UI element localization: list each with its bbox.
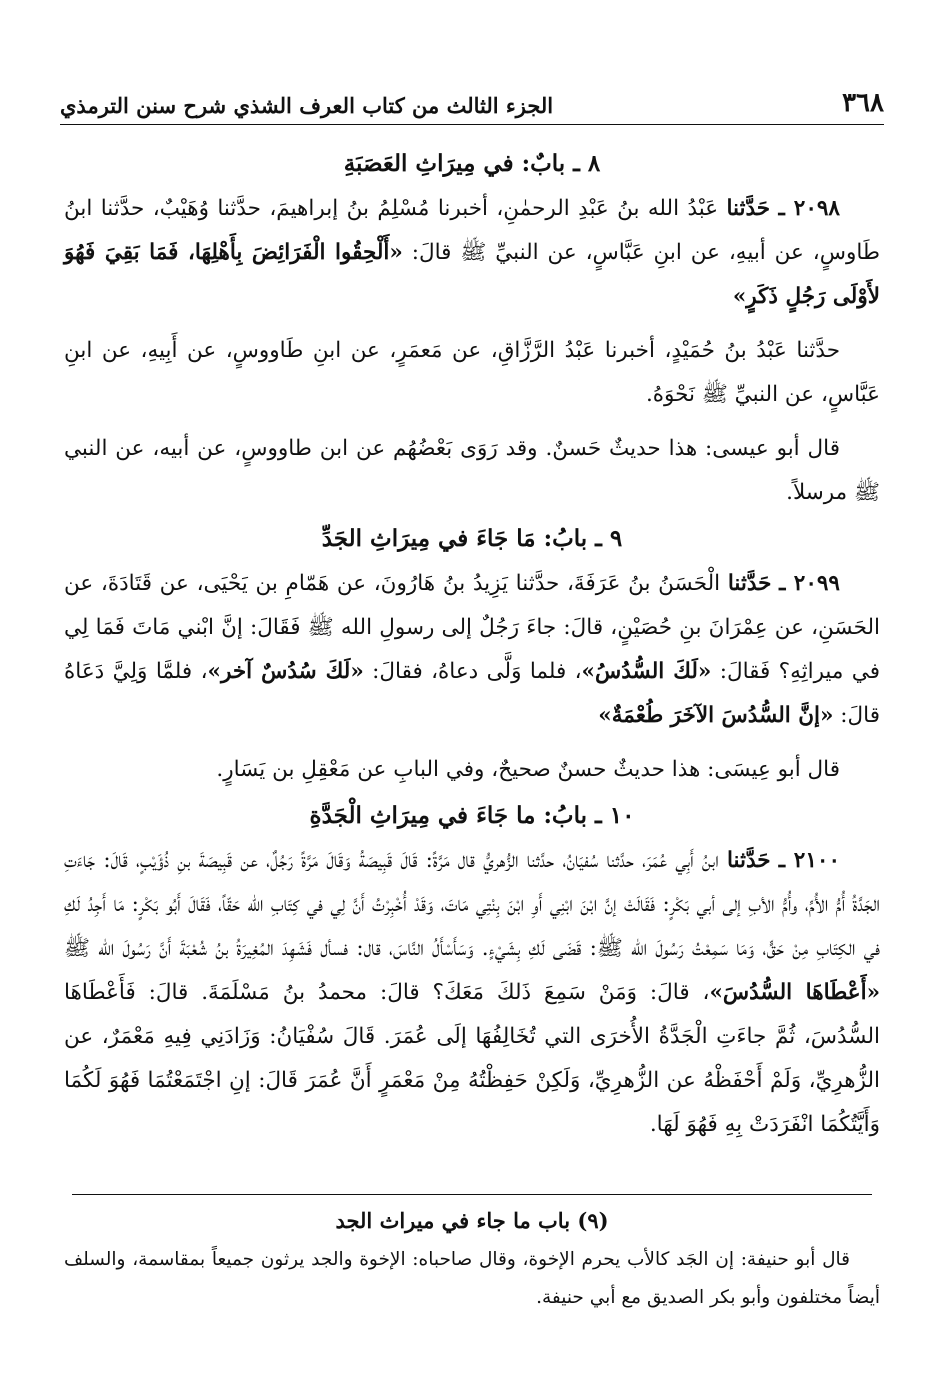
footnotes — [64, 1208, 880, 1317]
hadith-text: ابنُ أَبِي عُمَرَ، حدَّثنا سُفيَانُ، حدَّثنا الزُّهريُّ قال مَرَّةً: قَالَ قَبِيصَةُ وَقَالَ مَرَّةً رَجُلٌ، عن قَبِيصَةَ بنِ ذُؤَيْبٍ، قَالَ: جَاءَتِ الجَدَّةُ أُمُّ الأُمِّ، وأُمُّ الأبِ إلى أبي بَكْرٍ: فَقَالَتْ إنَّ ابْنَ ابْنِي أَوِ ابْنَ بِنْتِي مَاتَ، وَقَدْ أُخْبِرْتُ أَنَّ لِي في كِتَابِ الله حَقّاً، فَقَالَ أَبُو بَكْرٍ: مَا أَجِدُ لَكِ في الكِتَابِ مِنْ حَقٍّ، وَمَا سَمِعْتُ رَسُولَ الله ﷺ: قَضَى لَكِ بِشَيْءٍ. وَسَأَسْأَلُ النَّاسَ، قال: فسأل فَشَهِدَ المُغِيرَةُ بنُ شُعْبَةَ أَنَّ رَسُولَ الله ﷺ — [64, 848, 880, 961]
prophetic-quote: «إنَّ السُّدُسَ الآخَرَ طُعْمَةٌ» — [598, 703, 834, 728]
section-10-heading: ١٠ ـ بابُ: ما جَاءَ في مِيرَاثِ الْجَدَّةِ — [309, 802, 635, 829]
grading-paragraph: قال أبو عيسى: هذا حديثٌ حَسنٌ. وقد رَوَى بَعْضُهُم عن ابن طاووسٍ، عن أبيه، عن النبي ﷺ مرسلاً. — [64, 436, 880, 505]
footnote-divider — [72, 1194, 872, 1195]
hadith-text: ، قالَ: وَمَنْ سَمِعَ ذَلكَ مَعَكَ؟ قالَ: محمدُ بنُ مَسْلَمَةَ. قالَ: فَأَعْطَاهَا السُّدُسَ، ثُمَّ جاءَتِ الْجَدَّةُ الأُخرَى التي تُخَالِفُهَا إلَى عُمَرَ. قَالَ سُفْيَانُ: وَزَادَنِي فِيهِ مَعْمَرٌ، عن الزُّهرِيِّ، وَلَمْ أَحْفَظْهُ عن الزُّهرِيِّ، وَلَكِنْ حَفِظْتُهُ مِنْ مَعْمَرٍ أَنَّ عُمَرَ قَالَ: إنِ اجْتَمَعْتُمَا فَهُوَ لَكُمَا وَأَيَّتُكُمَا انْفَرَدَتْ بِهِ فَهُوَ لَهَا. — [64, 980, 880, 1137]
prophetic-quote: «أَعْطَاهَا السُّدُسَ» — [709, 980, 881, 1005]
hadith-text: ، فلما وَلَّى دعاهُ، فقالَ: — [372, 659, 582, 684]
hadith-2098 — [64, 187, 880, 319]
hadith-text: ، فلمَّا وَلِيَّ دَعَاهُ قالَ: — [64, 659, 880, 728]
hadith-number: ٢٠٩٨ ـ — [778, 196, 840, 221]
footnote-heading: (٩) باب ما جاء في ميراث الجد — [335, 1208, 609, 1233]
hadith-2099 — [64, 562, 880, 738]
hadith-lead: حَدَّثنا — [726, 196, 771, 221]
section-9-heading: ٩ ـ بابُ: مَا جَاءَ في مِيرَاثِ الجَدِّ — [321, 525, 623, 552]
running-title: الجزء الثالث من كتاب العرف الشذي شرح سنن الترمذي — [60, 93, 554, 118]
grading-paragraph: قال أبو عِيسَى: هذا حديثٌ حسنٌ صحيحٌ، وفي البابِ عن مَعْقِلِ بن يَسَارٍ. — [216, 757, 840, 782]
hadith-text: الْحَسَنُ بنُ عَرَفَةَ، حدَّثنا يَزِيدُ بنُ هَارُونَ، عن هَمّامِ بن يَحْيَى، عن قَتَادَةَ، عن الحَسَنِ، عن عِمْرَانَ بنِ حُصَيْنٍ، قالَ: جاءَ رَجُلٌ إلى رسولِ الله ﷺ فَقَالَ: إنَّ ابْني مَاتَ فَمَا لِي في ميراثِهِ؟ فَقالَ: — [64, 571, 881, 684]
hadith-number: ٢٠٩٩ ـ — [779, 571, 840, 596]
hadith-2100 — [64, 839, 880, 1147]
hadith-lead: حَدَّثنا — [727, 571, 772, 596]
running-header — [60, 78, 884, 125]
main-text — [64, 140, 880, 1157]
prophetic-quote: «لَكَ السُّدُسُ» — [581, 659, 712, 684]
prophetic-quote: «لَكَ سُدُسٌ آخر» — [207, 659, 364, 684]
page-number: ٣٦٨ — [842, 88, 884, 118]
hadith-lead: حَدَّثنا — [726, 848, 771, 873]
isnad-paragraph: حدَّثنا عَبْدُ بنُ حُمَيْدٍ، أخبرنا عَبْدُ الرَّزَّاقِ، عن مَعمَرٍ، عن ابنِ طَاووسٍ، عن أَبِيهِ، عن ابنِ عَبَّاسٍ، عن النبيِّ ﷺ نَحْوَهُ. — [64, 338, 880, 407]
prophetic-quote: «أَلْحِقُوا الْفَرَائِضَ بِأَهْلِهَا، فَمَا بَقِيَ فَهُوَ لأَوْلَى رَجُلٍ ذَكَرٍ» — [64, 240, 880, 309]
hadith-text: عَبْدُ الله بنُ عَبْدِ الرحمٰنِ، أخبرنا مُسْلِمُ بنُ إبراهيمَ، حدَّثنا وُهَيْبٌ، حدَّثنا ابنُ طَاوسٍ، عن أبيهِ، عن ابنِ عَبَّاسٍ، عن النبيِّ ﷺ قالَ: — [64, 196, 880, 265]
footnote-text: قال أبو حنيفة: إن الجَد كالأب يحرم الإخوة، وقال صاحباه: الإخوة والجد يرثون جميعاً بمقاسمة، والسلف أيضاً مختلفون وأبو بكر الصديق مع أبي حنيفة. — [64, 1249, 880, 1308]
section-8-heading: ٨ ـ بابٌ: في مِيرَاثِ العَصَبَةِ — [343, 150, 601, 177]
hadith-number: ٢١٠٠ ـ — [778, 848, 840, 873]
